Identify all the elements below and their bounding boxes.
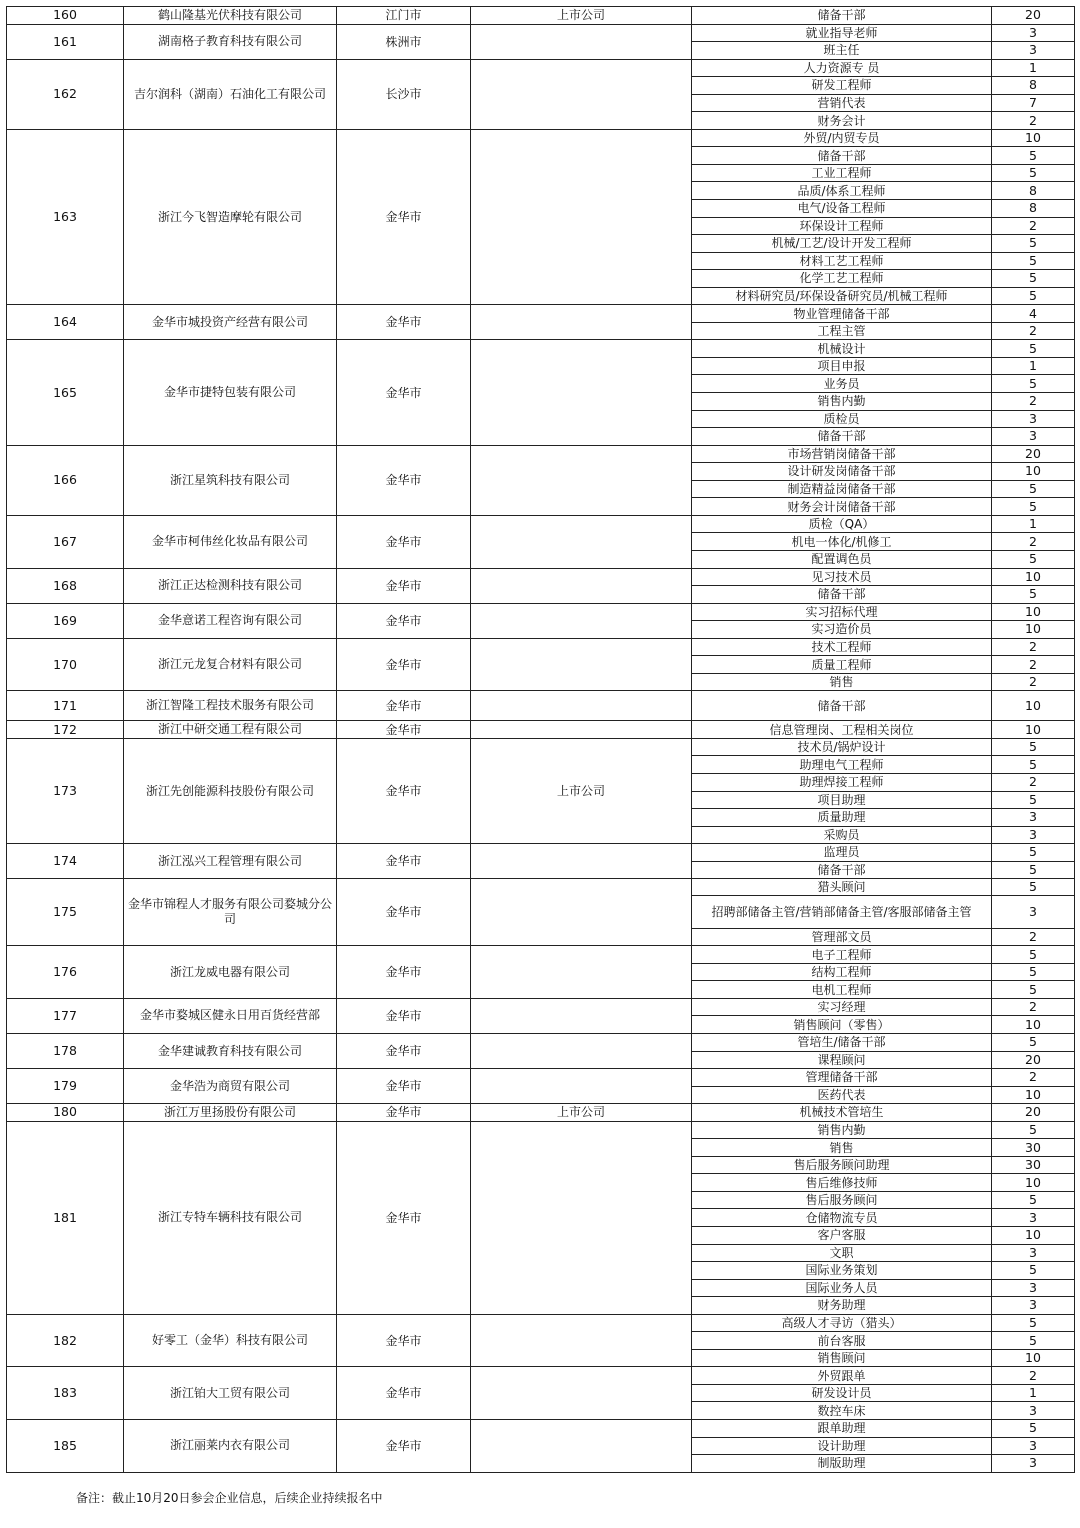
position-cell: 国际业务人员 xyxy=(692,1279,992,1297)
headcount-cell: 2 xyxy=(992,393,1075,411)
headcount-cell: 3 xyxy=(992,809,1075,827)
headcount-cell: 30 xyxy=(992,1139,1075,1157)
company-no-cell: 183 xyxy=(7,1367,124,1420)
position-cell: 实习经理 xyxy=(692,998,992,1016)
note-cell xyxy=(471,305,692,340)
position-cell: 机械技术管培生 xyxy=(692,1104,992,1122)
headcount-cell: 5 xyxy=(992,1420,1075,1438)
table-row xyxy=(7,1121,1075,1139)
company-name-cell: 金华意诺工程咨询有限公司 xyxy=(124,603,337,638)
headcount-cell: 8 xyxy=(992,200,1075,218)
headcount-cell: 1 xyxy=(992,1384,1075,1402)
note-cell xyxy=(471,59,692,129)
position-cell: 管培生/储备干部 xyxy=(692,1033,992,1051)
headcount-cell: 3 xyxy=(992,24,1075,42)
position-cell: 设计助理 xyxy=(692,1437,992,1455)
position-cell: 财务会计 xyxy=(692,112,992,130)
headcount-cell: 2 xyxy=(992,1367,1075,1385)
note-cell xyxy=(471,1420,692,1473)
position-cell: 制版助理 xyxy=(692,1455,992,1473)
position-cell: 助理焊接工程师 xyxy=(692,773,992,791)
city-cell: 金华市 xyxy=(337,1367,471,1420)
headcount-cell: 7 xyxy=(992,94,1075,112)
position-cell: 高级人才寻访（猎头） xyxy=(692,1314,992,1332)
position-cell: 储备干部 xyxy=(692,428,992,446)
city-cell: 金华市 xyxy=(337,1033,471,1068)
table-row xyxy=(7,568,1075,586)
note-cell: 上市公司 xyxy=(471,738,692,843)
position-cell: 销售顾问 xyxy=(692,1349,992,1367)
headcount-cell: 5 xyxy=(992,879,1075,896)
company-name-cell: 浙江铂大工贸有限公司 xyxy=(124,1367,337,1420)
headcount-cell: 30 xyxy=(992,1156,1075,1174)
headcount-cell: 2 xyxy=(992,217,1075,235)
company-no-cell: 182 xyxy=(7,1314,124,1367)
company-no-cell: 180 xyxy=(7,1104,124,1122)
city-cell: 江门市 xyxy=(337,7,471,25)
note-cell xyxy=(471,1367,692,1420)
position-cell: 化学工艺工程师 xyxy=(692,270,992,288)
headcount-cell: 2 xyxy=(992,929,1075,946)
job-fair-table xyxy=(6,6,1075,1473)
position-cell: 技术员/锅炉设计 xyxy=(692,738,992,756)
headcount-cell: 10 xyxy=(992,1016,1075,1034)
company-name-cell: 鹤山隆基光伏科技有限公司 xyxy=(124,7,337,25)
position-cell: 项目助理 xyxy=(692,791,992,809)
position-cell: 仓储物流专员 xyxy=(692,1209,992,1227)
position-cell: 销售 xyxy=(692,1139,992,1157)
headcount-cell: 3 xyxy=(992,826,1075,844)
table-row xyxy=(7,638,1075,656)
headcount-cell: 5 xyxy=(992,586,1075,604)
city-cell: 金华市 xyxy=(337,568,471,603)
position-cell: 物业管理储备干部 xyxy=(692,305,992,323)
note-cell xyxy=(471,946,692,999)
note-cell xyxy=(471,568,692,603)
position-cell: 质量工程师 xyxy=(692,656,992,674)
note-cell xyxy=(471,445,692,515)
note-cell xyxy=(471,721,692,739)
headcount-cell: 8 xyxy=(992,182,1075,200)
company-name-cell: 浙江泓兴工程管理有限公司 xyxy=(124,844,337,879)
position-cell: 招聘部储备主管/营销部储备主管/客服部储备主管 xyxy=(692,896,992,929)
table-row xyxy=(7,515,1075,533)
company-name-cell: 金华市婺城区健永日用百货经营部 xyxy=(124,998,337,1033)
position-cell: 机械设计 xyxy=(692,340,992,358)
headcount-cell: 3 xyxy=(992,1209,1075,1227)
position-cell: 实习造价员 xyxy=(692,621,992,639)
city-cell: 金华市 xyxy=(337,305,471,340)
company-no-cell: 176 xyxy=(7,946,124,999)
company-name-cell: 浙江智隆工程技术服务有限公司 xyxy=(124,691,337,721)
position-cell: 监理员 xyxy=(692,844,992,862)
company-no-cell: 169 xyxy=(7,603,124,638)
company-name-cell: 湖南格子教育科技有限公司 xyxy=(124,24,337,59)
headcount-cell: 5 xyxy=(992,1332,1075,1350)
position-cell: 课程顾问 xyxy=(692,1051,992,1069)
headcount-cell: 2 xyxy=(992,773,1075,791)
position-cell: 售后维修技师 xyxy=(692,1174,992,1192)
company-name-cell: 吉尔润科（湖南）石油化工有限公司 xyxy=(124,59,337,129)
headcount-cell: 20 xyxy=(992,7,1075,25)
headcount-cell: 5 xyxy=(992,550,1075,568)
headcount-cell: 2 xyxy=(992,656,1075,674)
headcount-cell: 10 xyxy=(992,721,1075,739)
position-cell: 研发设计员 xyxy=(692,1384,992,1402)
headcount-cell: 3 xyxy=(992,1455,1075,1473)
company-name-cell: 浙江星筑科技有限公司 xyxy=(124,445,337,515)
company-name-cell: 浙江正达检测科技有限公司 xyxy=(124,568,337,603)
position-cell: 储备干部 xyxy=(692,861,992,879)
company-no-cell: 185 xyxy=(7,1420,124,1473)
company-name-cell: 金华市柯伟丝化妆品有限公司 xyxy=(124,515,337,568)
position-cell: 电气/设备工程师 xyxy=(692,200,992,218)
note-cell xyxy=(471,129,692,304)
position-cell: 客户客服 xyxy=(692,1227,992,1245)
table-row xyxy=(7,603,1075,621)
city-cell: 金华市 xyxy=(337,1069,471,1104)
company-no-cell: 165 xyxy=(7,340,124,445)
headcount-cell: 5 xyxy=(992,498,1075,516)
position-cell: 就业指导老师 xyxy=(692,24,992,42)
position-cell: 材料研究员/环保设备研究员/机械工程师 xyxy=(692,287,992,305)
position-cell: 销售 xyxy=(692,673,992,691)
headcount-cell: 10 xyxy=(992,1227,1075,1245)
position-cell: 电机工程师 xyxy=(692,981,992,999)
position-cell: 质量助理 xyxy=(692,809,992,827)
company-name-cell: 金华市城投资产经营有限公司 xyxy=(124,305,337,340)
city-cell: 金华市 xyxy=(337,721,471,739)
company-name-cell: 金华建诚教育科技有限公司 xyxy=(124,1033,337,1068)
headcount-cell: 5 xyxy=(992,1191,1075,1209)
city-cell: 金华市 xyxy=(337,1314,471,1367)
company-name-cell: 浙江元龙复合材料有限公司 xyxy=(124,638,337,691)
position-cell: 市场营销岗储备干部 xyxy=(692,445,992,463)
position-cell: 营销代表 xyxy=(692,94,992,112)
headcount-cell: 2 xyxy=(992,638,1075,656)
headcount-cell: 5 xyxy=(992,861,1075,879)
headcount-cell: 3 xyxy=(992,1297,1075,1315)
position-cell: 售后服务顾问 xyxy=(692,1191,992,1209)
note-cell xyxy=(471,1033,692,1068)
city-cell: 金华市 xyxy=(337,879,471,946)
company-no-cell: 168 xyxy=(7,568,124,603)
position-cell: 业务员 xyxy=(692,375,992,393)
headcount-cell: 8 xyxy=(992,77,1075,95)
note-cell xyxy=(471,603,692,638)
city-cell: 金华市 xyxy=(337,129,471,304)
note-cell xyxy=(471,879,692,946)
city-cell: 金华市 xyxy=(337,340,471,445)
position-cell: 设计研发岗储备干部 xyxy=(692,463,992,481)
headcount-cell: 3 xyxy=(992,1244,1075,1262)
position-cell: 信息管理岗、工程相关岗位 xyxy=(692,721,992,739)
table-row xyxy=(7,1104,1075,1122)
company-name-cell: 浙江中研交通工程有限公司 xyxy=(124,721,337,739)
table-row xyxy=(7,445,1075,463)
headcount-cell: 2 xyxy=(992,322,1075,340)
city-cell: 金华市 xyxy=(337,1420,471,1473)
position-cell: 猎头顾问 xyxy=(692,879,992,896)
position-cell: 项目申报 xyxy=(692,357,992,375)
position-cell: 研发工程师 xyxy=(692,77,992,95)
position-cell: 售后服务顾问助理 xyxy=(692,1156,992,1174)
company-name-cell: 金华浩为商贸有限公司 xyxy=(124,1069,337,1104)
headcount-cell: 5 xyxy=(992,1262,1075,1280)
position-cell: 品质/体系工程师 xyxy=(692,182,992,200)
note-cell xyxy=(471,1121,692,1314)
headcount-cell: 20 xyxy=(992,1104,1075,1122)
position-cell: 财务助理 xyxy=(692,1297,992,1315)
company-no-cell: 166 xyxy=(7,445,124,515)
headcount-cell: 2 xyxy=(992,112,1075,130)
position-cell: 见习技术员 xyxy=(692,568,992,586)
position-cell: 储备干部 xyxy=(692,691,992,721)
position-cell: 储备干部 xyxy=(692,586,992,604)
position-cell: 班主任 xyxy=(692,42,992,60)
city-cell: 金华市 xyxy=(337,515,471,568)
headcount-cell: 5 xyxy=(992,1314,1075,1332)
city-cell: 金华市 xyxy=(337,844,471,879)
company-name-cell: 浙江专特车辆科技有限公司 xyxy=(124,1121,337,1314)
table-row xyxy=(7,340,1075,358)
table-row xyxy=(7,946,1075,964)
headcount-cell: 10 xyxy=(992,1174,1075,1192)
position-cell: 质检员 xyxy=(692,410,992,428)
company-name-cell: 金华市捷特包装有限公司 xyxy=(124,340,337,445)
headcount-cell: 10 xyxy=(992,1086,1075,1104)
position-cell: 跟单助理 xyxy=(692,1420,992,1438)
company-name-cell: 浙江今飞智造摩轮有限公司 xyxy=(124,129,337,304)
headcount-cell: 2 xyxy=(992,533,1075,551)
position-cell: 配置调色员 xyxy=(692,550,992,568)
headcount-cell: 20 xyxy=(992,1051,1075,1069)
city-cell: 金华市 xyxy=(337,1121,471,1314)
note-cell xyxy=(471,998,692,1033)
company-no-cell: 171 xyxy=(7,691,124,721)
headcount-cell: 5 xyxy=(992,252,1075,270)
headcount-cell: 3 xyxy=(992,428,1075,446)
footnote: 备注：截止10月20日参会企业信息，后续企业持续报名中 xyxy=(76,1491,383,1505)
table-row xyxy=(7,59,1075,77)
position-cell: 质检（QA） xyxy=(692,515,992,533)
position-cell: 人力资源专 员 xyxy=(692,59,992,77)
headcount-cell: 3 xyxy=(992,42,1075,60)
note-cell: 上市公司 xyxy=(471,1104,692,1122)
headcount-cell: 10 xyxy=(992,129,1075,147)
table-row xyxy=(7,1033,1075,1051)
company-no-cell: 164 xyxy=(7,305,124,340)
headcount-cell: 2 xyxy=(992,673,1075,691)
city-cell: 长沙市 xyxy=(337,59,471,129)
position-cell: 机电一体化/机修工 xyxy=(692,533,992,551)
note-cell: 上市公司 xyxy=(471,7,692,25)
company-no-cell: 161 xyxy=(7,24,124,59)
city-cell: 金华市 xyxy=(337,691,471,721)
headcount-cell: 5 xyxy=(992,1033,1075,1051)
headcount-cell: 3 xyxy=(992,1279,1075,1297)
position-cell: 技术工程师 xyxy=(692,638,992,656)
headcount-cell: 3 xyxy=(992,1402,1075,1420)
headcount-cell: 3 xyxy=(992,1437,1075,1455)
position-cell: 工程主管 xyxy=(692,322,992,340)
headcount-cell: 10 xyxy=(992,568,1075,586)
headcount-cell: 3 xyxy=(992,410,1075,428)
position-cell: 工业工程师 xyxy=(692,164,992,182)
headcount-cell: 5 xyxy=(992,287,1075,305)
headcount-cell: 5 xyxy=(992,738,1075,756)
headcount-cell: 5 xyxy=(992,981,1075,999)
note-cell xyxy=(471,515,692,568)
table-row xyxy=(7,998,1075,1016)
city-cell: 金华市 xyxy=(337,445,471,515)
city-cell: 金华市 xyxy=(337,603,471,638)
company-no-cell: 179 xyxy=(7,1069,124,1104)
company-name-cell: 金华市锦程人才服务有限公司婺城分公司 xyxy=(124,879,337,946)
city-cell: 金华市 xyxy=(337,738,471,843)
headcount-cell: 1 xyxy=(992,59,1075,77)
headcount-cell: 5 xyxy=(992,270,1075,288)
position-cell: 储备干部 xyxy=(692,147,992,165)
position-cell: 销售顾问（零售） xyxy=(692,1016,992,1034)
company-no-cell: 173 xyxy=(7,738,124,843)
position-cell: 外贸/内贸专员 xyxy=(692,129,992,147)
table-row xyxy=(7,1420,1075,1438)
position-cell: 财务会计岗储备干部 xyxy=(692,498,992,516)
position-cell: 医药代表 xyxy=(692,1086,992,1104)
table-row xyxy=(7,844,1075,862)
position-cell: 管理部文员 xyxy=(692,929,992,946)
position-cell: 电子工程师 xyxy=(692,946,992,964)
headcount-cell: 3 xyxy=(992,896,1075,929)
headcount-cell: 5 xyxy=(992,1121,1075,1139)
company-name-cell: 好零工（金华）科技有限公司 xyxy=(124,1314,337,1367)
position-cell: 销售内勤 xyxy=(692,393,992,411)
headcount-cell: 2 xyxy=(992,1069,1075,1087)
note-cell xyxy=(471,691,692,721)
headcount-cell: 5 xyxy=(992,756,1075,774)
note-cell xyxy=(471,1069,692,1104)
city-cell: 金华市 xyxy=(337,1104,471,1122)
company-no-cell: 181 xyxy=(7,1121,124,1314)
company-no-cell: 175 xyxy=(7,879,124,946)
headcount-cell: 5 xyxy=(992,164,1075,182)
company-name-cell: 浙江万里扬股份有限公司 xyxy=(124,1104,337,1122)
company-no-cell: 170 xyxy=(7,638,124,691)
position-cell: 机械/工艺/设计开发工程师 xyxy=(692,235,992,253)
position-cell: 储备干部 xyxy=(692,7,992,25)
headcount-cell: 5 xyxy=(992,946,1075,964)
headcount-cell: 20 xyxy=(992,445,1075,463)
headcount-cell: 1 xyxy=(992,357,1075,375)
table-row xyxy=(7,1069,1075,1087)
headcount-cell: 10 xyxy=(992,621,1075,639)
headcount-cell: 4 xyxy=(992,305,1075,323)
note-cell xyxy=(471,340,692,445)
table-row xyxy=(7,1367,1075,1385)
headcount-cell: 5 xyxy=(992,340,1075,358)
note-cell xyxy=(471,638,692,691)
headcount-cell: 10 xyxy=(992,463,1075,481)
company-no-cell: 163 xyxy=(7,129,124,304)
company-name-cell: 浙江龙威电器有限公司 xyxy=(124,946,337,999)
company-name-cell: 浙江丽莱内衣有限公司 xyxy=(124,1420,337,1473)
position-cell: 材料工艺工程师 xyxy=(692,252,992,270)
position-cell: 实习招标代理 xyxy=(692,603,992,621)
job-table-sheet xyxy=(6,6,1074,1473)
position-cell: 助理电气工程师 xyxy=(692,756,992,774)
city-cell: 金华市 xyxy=(337,638,471,691)
company-no-cell: 160 xyxy=(7,7,124,25)
table-row xyxy=(7,691,1075,721)
headcount-cell: 5 xyxy=(992,480,1075,498)
headcount-cell: 1 xyxy=(992,515,1075,533)
company-no-cell: 174 xyxy=(7,844,124,879)
table-row xyxy=(7,24,1075,42)
position-cell: 前台客服 xyxy=(692,1332,992,1350)
headcount-cell: 5 xyxy=(992,791,1075,809)
headcount-cell: 2 xyxy=(992,998,1075,1016)
city-cell: 株洲市 xyxy=(337,24,471,59)
position-cell: 结构工程师 xyxy=(692,963,992,981)
note-cell xyxy=(471,24,692,59)
headcount-cell: 5 xyxy=(992,147,1075,165)
headcount-cell: 5 xyxy=(992,844,1075,862)
position-cell: 销售内勤 xyxy=(692,1121,992,1139)
headcount-cell: 5 xyxy=(992,375,1075,393)
note-cell xyxy=(471,844,692,879)
headcount-cell: 5 xyxy=(992,235,1075,253)
position-cell: 制造精益岗储备干部 xyxy=(692,480,992,498)
company-no-cell: 162 xyxy=(7,59,124,129)
table-row xyxy=(7,738,1075,756)
company-no-cell: 177 xyxy=(7,998,124,1033)
headcount-cell: 10 xyxy=(992,1349,1075,1367)
position-cell: 外贸跟单 xyxy=(692,1367,992,1385)
position-cell: 数控车床 xyxy=(692,1402,992,1420)
company-no-cell: 167 xyxy=(7,515,124,568)
table-row xyxy=(7,129,1075,147)
table-row xyxy=(7,305,1075,323)
headcount-cell: 10 xyxy=(992,691,1075,721)
position-cell: 环保设计工程师 xyxy=(692,217,992,235)
position-cell: 国际业务策划 xyxy=(692,1262,992,1280)
company-no-cell: 172 xyxy=(7,721,124,739)
city-cell: 金华市 xyxy=(337,946,471,999)
position-cell: 文职 xyxy=(692,1244,992,1262)
company-no-cell: 178 xyxy=(7,1033,124,1068)
table-row xyxy=(7,7,1075,25)
table-row xyxy=(7,879,1075,896)
table-row xyxy=(7,721,1075,739)
city-cell: 金华市 xyxy=(337,998,471,1033)
position-cell: 管理储备干部 xyxy=(692,1069,992,1087)
note-cell xyxy=(471,1314,692,1367)
headcount-cell: 5 xyxy=(992,963,1075,981)
table-row xyxy=(7,1314,1075,1332)
company-name-cell: 浙江先创能源科技股份有限公司 xyxy=(124,738,337,843)
headcount-cell: 10 xyxy=(992,603,1075,621)
position-cell: 采购员 xyxy=(692,826,992,844)
